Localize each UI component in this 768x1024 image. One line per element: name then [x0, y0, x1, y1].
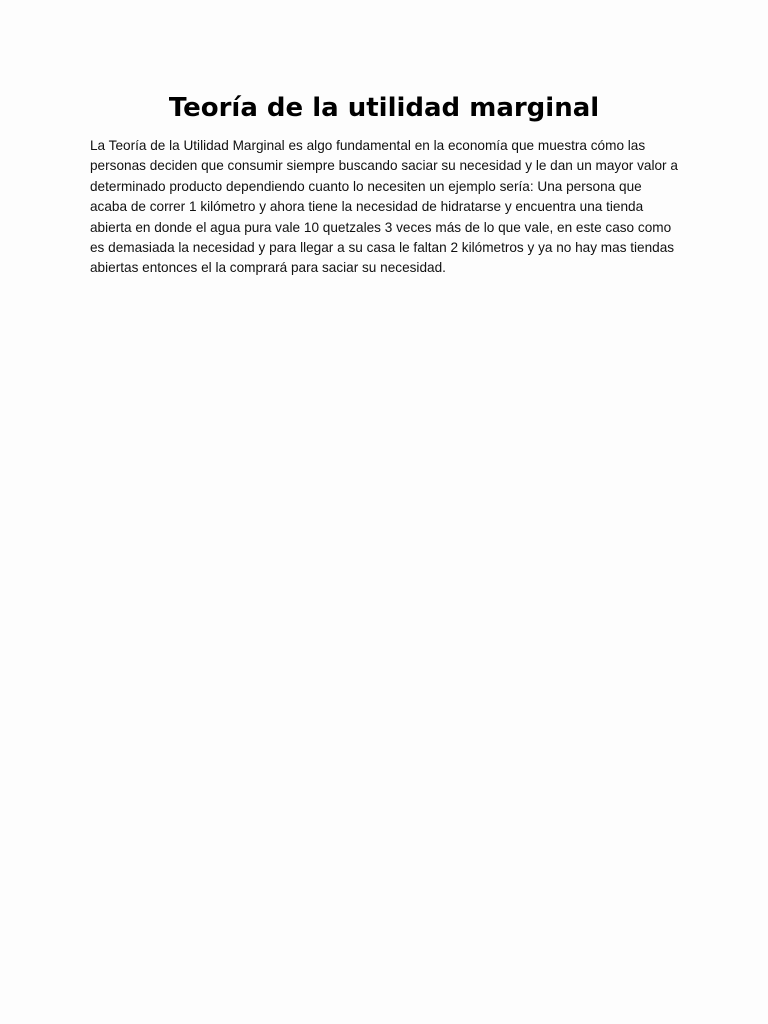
document-title: Teoría de la utilidad marginal: [168, 93, 600, 123]
document-paragraph: La Teoría de la Utilidad Marginal es algo fundamental en la economía que muestra cómo las personas deciden que consumir siempre buscando saciar su necesidad y le dan un mayor valor a determinado producto dependiendo cuanto lo necesiten un ejemplo sería: Una persona que acaba de correr 1 kilómetro y ahora tiene la necesidad de hidratarse y encuentra una tienda abierta en donde el agua pura vale 10 quetzales 3 veces más de lo que vale, en este caso como es demasiada la necesidad y para llegar a su casa le faltan 2 kilómetros y ya no hay mas tiendas abiertas entonces el la comprará para saciar su necesidad.: [90, 138, 678, 276]
